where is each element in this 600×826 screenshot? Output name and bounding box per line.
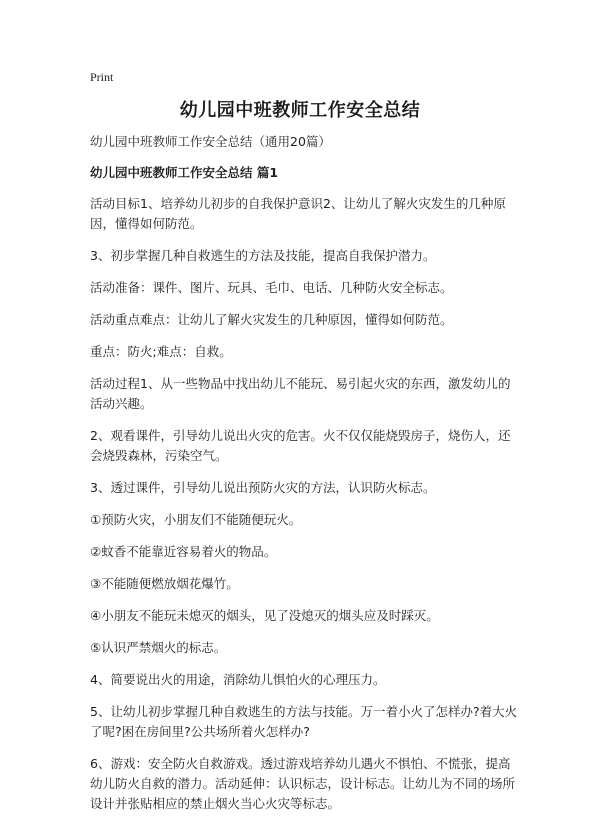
document-body: [90, 132, 522, 826]
print-link[interactable]: Print: [90, 70, 114, 84]
paragraph-process-2: 2、观看课件，引导幼儿说出火灾的危害。火不仅仅能烧毁房子，烧伤人，还会烧毁森林，污染空气。: [90, 428, 511, 463]
paragraph-key-difficulties: 活动重点难点：让幼儿了解火灾发生的几种原因，懂得如何防范。: [90, 312, 453, 327]
paragraph-process-6: 6、游戏：安全防火自救游戏。透过游戏培养幼儿遇火不惧怕、不慌张，提高幼儿防火自救的潜力。活动延伸：认识标志，设计标志。让幼儿为不同的场所设计并张贴相应的禁止烟火当心火灾等标志。: [90, 756, 516, 811]
paragraph-goal-3: 3、初步掌握几种自救逃生的方法及技能，提高自我保护潜力。: [90, 248, 436, 263]
paragraph-process-1: 活动过程1、从一些物品中找出幼儿不能玩、易引起火灾的东西，激发幼儿的活动兴趣。: [90, 376, 511, 411]
paragraph-process-5: 5、让幼儿初步掌握几种自救逃生的方法与技能。万一着小火了怎样办?着大火了呢?困在房间里?公共场所着火怎样办?: [90, 704, 518, 739]
list-item-4: ④小朋友不能玩未熄灭的烟头，见了没熄灭的烟头应及时踩灭。: [90, 608, 439, 623]
paragraph-focus: 重点：防火;难点：自救。: [90, 344, 232, 359]
section-heading: 幼儿园中班教师工作安全总结 篇1: [90, 165, 279, 180]
list-item-1: ①预防火灾，小朋友们不能随便玩火。: [90, 512, 302, 527]
document-subtitle: 幼儿园中班教师工作安全总结（通用20篇）: [90, 134, 331, 149]
document-title: 幼儿园中班教师工作安全总结: [179, 100, 421, 121]
paragraph-process-4: 4、简要说出火的用途，消除幼儿惧怕火的心理压力。: [90, 672, 386, 687]
list-item-2: ②蚊香不能靠近容易着火的物品。: [90, 544, 277, 559]
list-item-5: ⑤认识严禁烟火的标志。: [90, 640, 227, 655]
paragraph-process-3: 3、透过课件，引导幼儿说出预防火灾的方法，认识防火标志。: [90, 480, 436, 495]
paragraph-activity-goals: 活动目标1、培养幼儿初步的自我保护意识2、让幼儿了解火灾发生的几种原因，懂得如何防范。: [90, 196, 506, 231]
paragraph-preparation: 活动准备：课件、图片、玩具、毛巾、电话、几种防火安全标志。: [90, 280, 453, 295]
list-item-3: ③不能随便燃放烟花爆竹。: [90, 576, 239, 591]
